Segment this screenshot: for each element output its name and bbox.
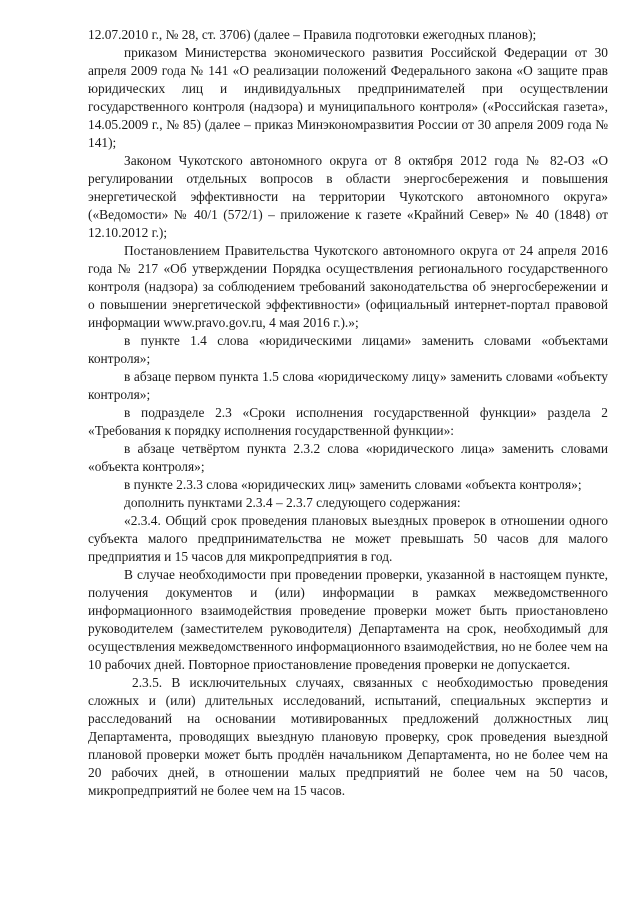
paragraph-law-82-oz: Законом Чукотского автономного округа от 8 октября 2012 года № 82-ОЗ «О регулировании отдельных вопросов в области энергосбережения и повышения энергетической эффективности на территории Чукотского автономного округа» («Ведомости» № 40/1 (572/1) – приложение к газете «Крайний Север» № 40 (1848) от 12.10.2012 г.); — [88, 153, 608, 240]
paragraph-resolution-217: Постановлением Правительства Чукотского автономного округа от 24 апреля 2016 года № 217 «Об утверждении Порядка осуществления регионального государственного контроля (надзора) за соблюдением требований законодательства об энергосбережении и о повышении энергетической эффективности» (официальный интернет-портал правовой информации www.pravo.gov.ru, 4 мая 2016 г.).»; — [88, 243, 608, 330]
paragraph-order-141: приказом Министерства экономического развития Российской Федерации от 30 апреля 2009 года № 141 «О реализации положений Федерального закона «О защите прав юридических лиц и индивидуальных предпринимателей при осуществлении государственного контроля (надзора) и муниципального контроля» («Российская газета», 14.05.2009 г., № 85) (далее – приказ Минэкономразвития России от 30 апреля 2009 года № 141); — [88, 45, 608, 150]
paragraph-continuation: 12.07.2010 г., № 28, ст. 3706) (далее – Правила подготовки ежегодных планов); — [88, 27, 537, 42]
paragraph-item-2-3-3: в пункте 2.3.3 слова «юридических лиц» заменить словами «объекта контроля»; — [124, 477, 582, 492]
paragraph-add-items: дополнить пунктами 2.3.4 – 2.3.7 следующего содержания: — [124, 495, 461, 510]
paragraph-suspension: В случае необходимости при проведении проверки, указанной в настоящем пункте, получения документов и (или) информации в рамках межведомственного информационного взаимодействия проведение проверки может быть приостановлено руководителем (заместителем руководителя) Департамента на срок, необходимый для осуществления межведомственного информационного взаимодействия, но не более чем на 10 рабочих дней. Повторное приостановление проведения проверки не допускается. — [88, 567, 608, 672]
paragraph-item-1-5: в абзаце первом пункта 1.5 слова «юридическому лицу» заменить словами «объекту контроля»; — [88, 369, 608, 402]
paragraph-item-2-3-5: 2.3.5. В исключительных случаях, связанных с необходимостью проведения сложных и (или) длительных исследований, испытаний, специальных экспертиз и расследований на основании мотивированных предложений должностных лиц Департамента, проводящих выездную плановую проверку, срок проведения выездной плановой проверки может быть продлён начальником Департамента, но не более чем на 20 рабочих дней, в отношении малых предприятий не более чем на 50 часов, микропредприятий не более чем на 15 часов. — [88, 675, 608, 798]
paragraph-item-2-3-2: в абзаце четвёртом пункта 2.3.2 слова «юридического лица» заменить словами «объекта контроля»; — [88, 441, 608, 474]
document-body — [88, 26, 608, 800]
paragraph-item-1-4: в пункте 1.4 слова «юридическими лицами» заменить словами «объектами контроля»; — [88, 333, 608, 366]
paragraph-item-2-3-4: «2.3.4. Общий срок проведения плановых выездных проверок в отношении одного субъекта малого предпринимательства не может превышать 50 часов для малого предприятия и 15 часов для микропредприятия в год. — [88, 513, 608, 564]
paragraph-subsection-2-3: в подразделе 2.3 «Сроки исполнения государственной функции» раздела 2 «Требования к порядку исполнения государственной функции»: — [88, 405, 608, 438]
